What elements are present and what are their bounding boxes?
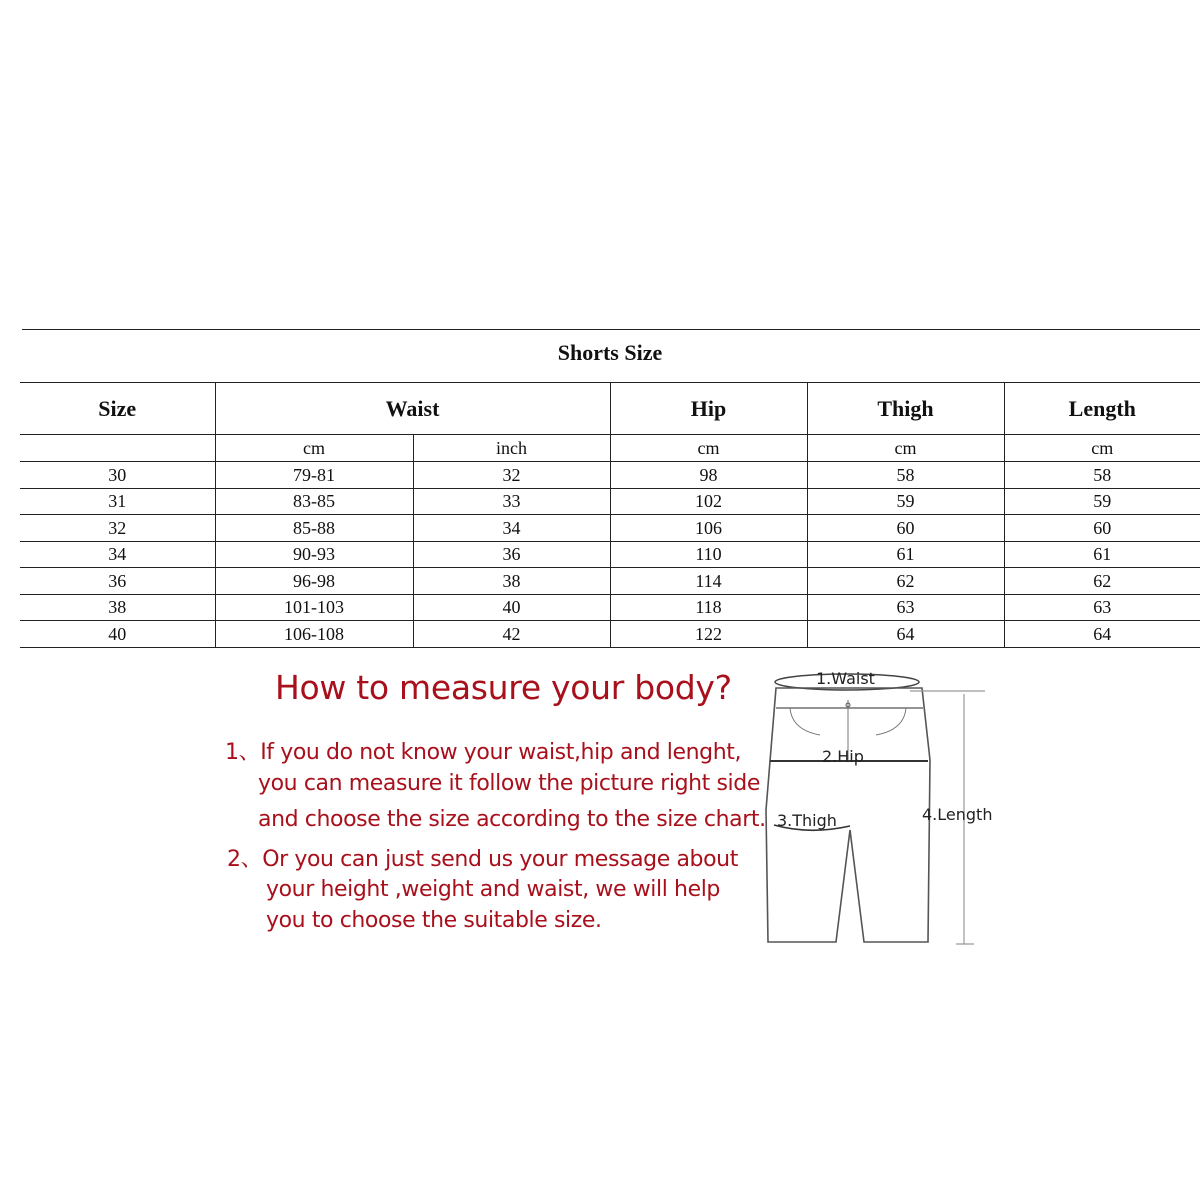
table-row [20, 621, 1200, 648]
table-cell: 62 [807, 568, 1004, 595]
shorts-outline-illustration [760, 660, 1000, 960]
table-cell: 114 [610, 568, 807, 595]
table-cell: 79-81 [215, 462, 413, 489]
instruction-line: 1、If you do not know your waist,hip and lenght, [225, 740, 742, 765]
table-cell: 64 [807, 621, 1004, 648]
instruction-line: you can measure it follow the picture right side [258, 771, 760, 796]
table-row [20, 488, 1200, 515]
instruction-line: and choose the size according to the size chart. [258, 807, 766, 832]
table-cell: 32 [20, 515, 215, 542]
header-row [20, 383, 1200, 435]
table-cell: 38 [413, 568, 610, 595]
table-cell: 101-103 [215, 594, 413, 621]
table-cell: 96-98 [215, 568, 413, 595]
header-hip: Hip [610, 383, 807, 435]
units-row [20, 435, 1200, 462]
table-cell: 34 [20, 541, 215, 568]
table-cell: 40 [413, 594, 610, 621]
table-cell: 34 [413, 515, 610, 542]
unit-cell: cm [610, 435, 807, 462]
table-cell: 85-88 [215, 515, 413, 542]
unit-cell [20, 435, 215, 462]
table-row [20, 541, 1200, 568]
table-cell: 59 [1004, 488, 1200, 515]
table-cell: 83-85 [215, 488, 413, 515]
table-cell: 42 [413, 621, 610, 648]
header-length: Length [1004, 383, 1200, 435]
table-cell: 58 [1004, 462, 1200, 489]
table-cell: 122 [610, 621, 807, 648]
header-thigh: Thigh [807, 383, 1004, 435]
header-waist: Waist [215, 383, 610, 435]
table-cell: 64 [1004, 621, 1200, 648]
table-cell: 63 [807, 594, 1004, 621]
table-cell: 118 [610, 594, 807, 621]
pocket-right [876, 708, 906, 735]
table-row [20, 594, 1200, 621]
table-cell: 63 [1004, 594, 1200, 621]
chart-title: Shorts Size [557, 340, 663, 365]
table-cell: 60 [1004, 515, 1200, 542]
table-cell: 58 [807, 462, 1004, 489]
label-hip: 2.Hip [822, 747, 864, 766]
unit-cell: cm [807, 435, 1004, 462]
table-cell: 106-108 [215, 621, 413, 648]
unit-cell: cm [1004, 435, 1200, 462]
table-cell: 102 [610, 488, 807, 515]
table-cell: 30 [20, 462, 215, 489]
table-cell: 36 [413, 541, 610, 568]
table-cell: 32 [413, 462, 610, 489]
table-cell: 90-93 [215, 541, 413, 568]
table-cell: 62 [1004, 568, 1200, 595]
instruction-line: 2、Or you can just send us your message about [227, 847, 738, 872]
pocket-left [790, 708, 820, 735]
table-cell: 60 [807, 515, 1004, 542]
label-waist: 1.Waist [816, 669, 875, 688]
instruction-line: you to choose the suitable size. [266, 908, 602, 933]
shorts-measure-diagram [760, 660, 1000, 960]
instruction-line: your height ,weight and waist, we will help [266, 877, 720, 902]
table-row [20, 515, 1200, 542]
unit-cell: cm [215, 435, 413, 462]
table-cell: 98 [610, 462, 807, 489]
table-cell: 40 [20, 621, 215, 648]
table-cell: 33 [413, 488, 610, 515]
measure-guide-title: How to measure your body? [275, 668, 732, 707]
table-cell: 38 [20, 594, 215, 621]
table-cell: 31 [20, 488, 215, 515]
table-row [20, 568, 1200, 595]
table-cell: 61 [1004, 541, 1200, 568]
unit-cell: inch [413, 435, 610, 462]
size-table [20, 382, 1200, 648]
table-cell: 59 [807, 488, 1004, 515]
label-thigh: 3.Thigh [777, 811, 837, 830]
table-cell: 106 [610, 515, 807, 542]
table-row [20, 462, 1200, 489]
label-length: 4.Length [922, 805, 993, 824]
table-top-rule [22, 329, 1200, 330]
table-cell: 110 [610, 541, 807, 568]
table-cell: 36 [20, 568, 215, 595]
header-size: Size [20, 383, 215, 435]
table-cell: 61 [807, 541, 1004, 568]
